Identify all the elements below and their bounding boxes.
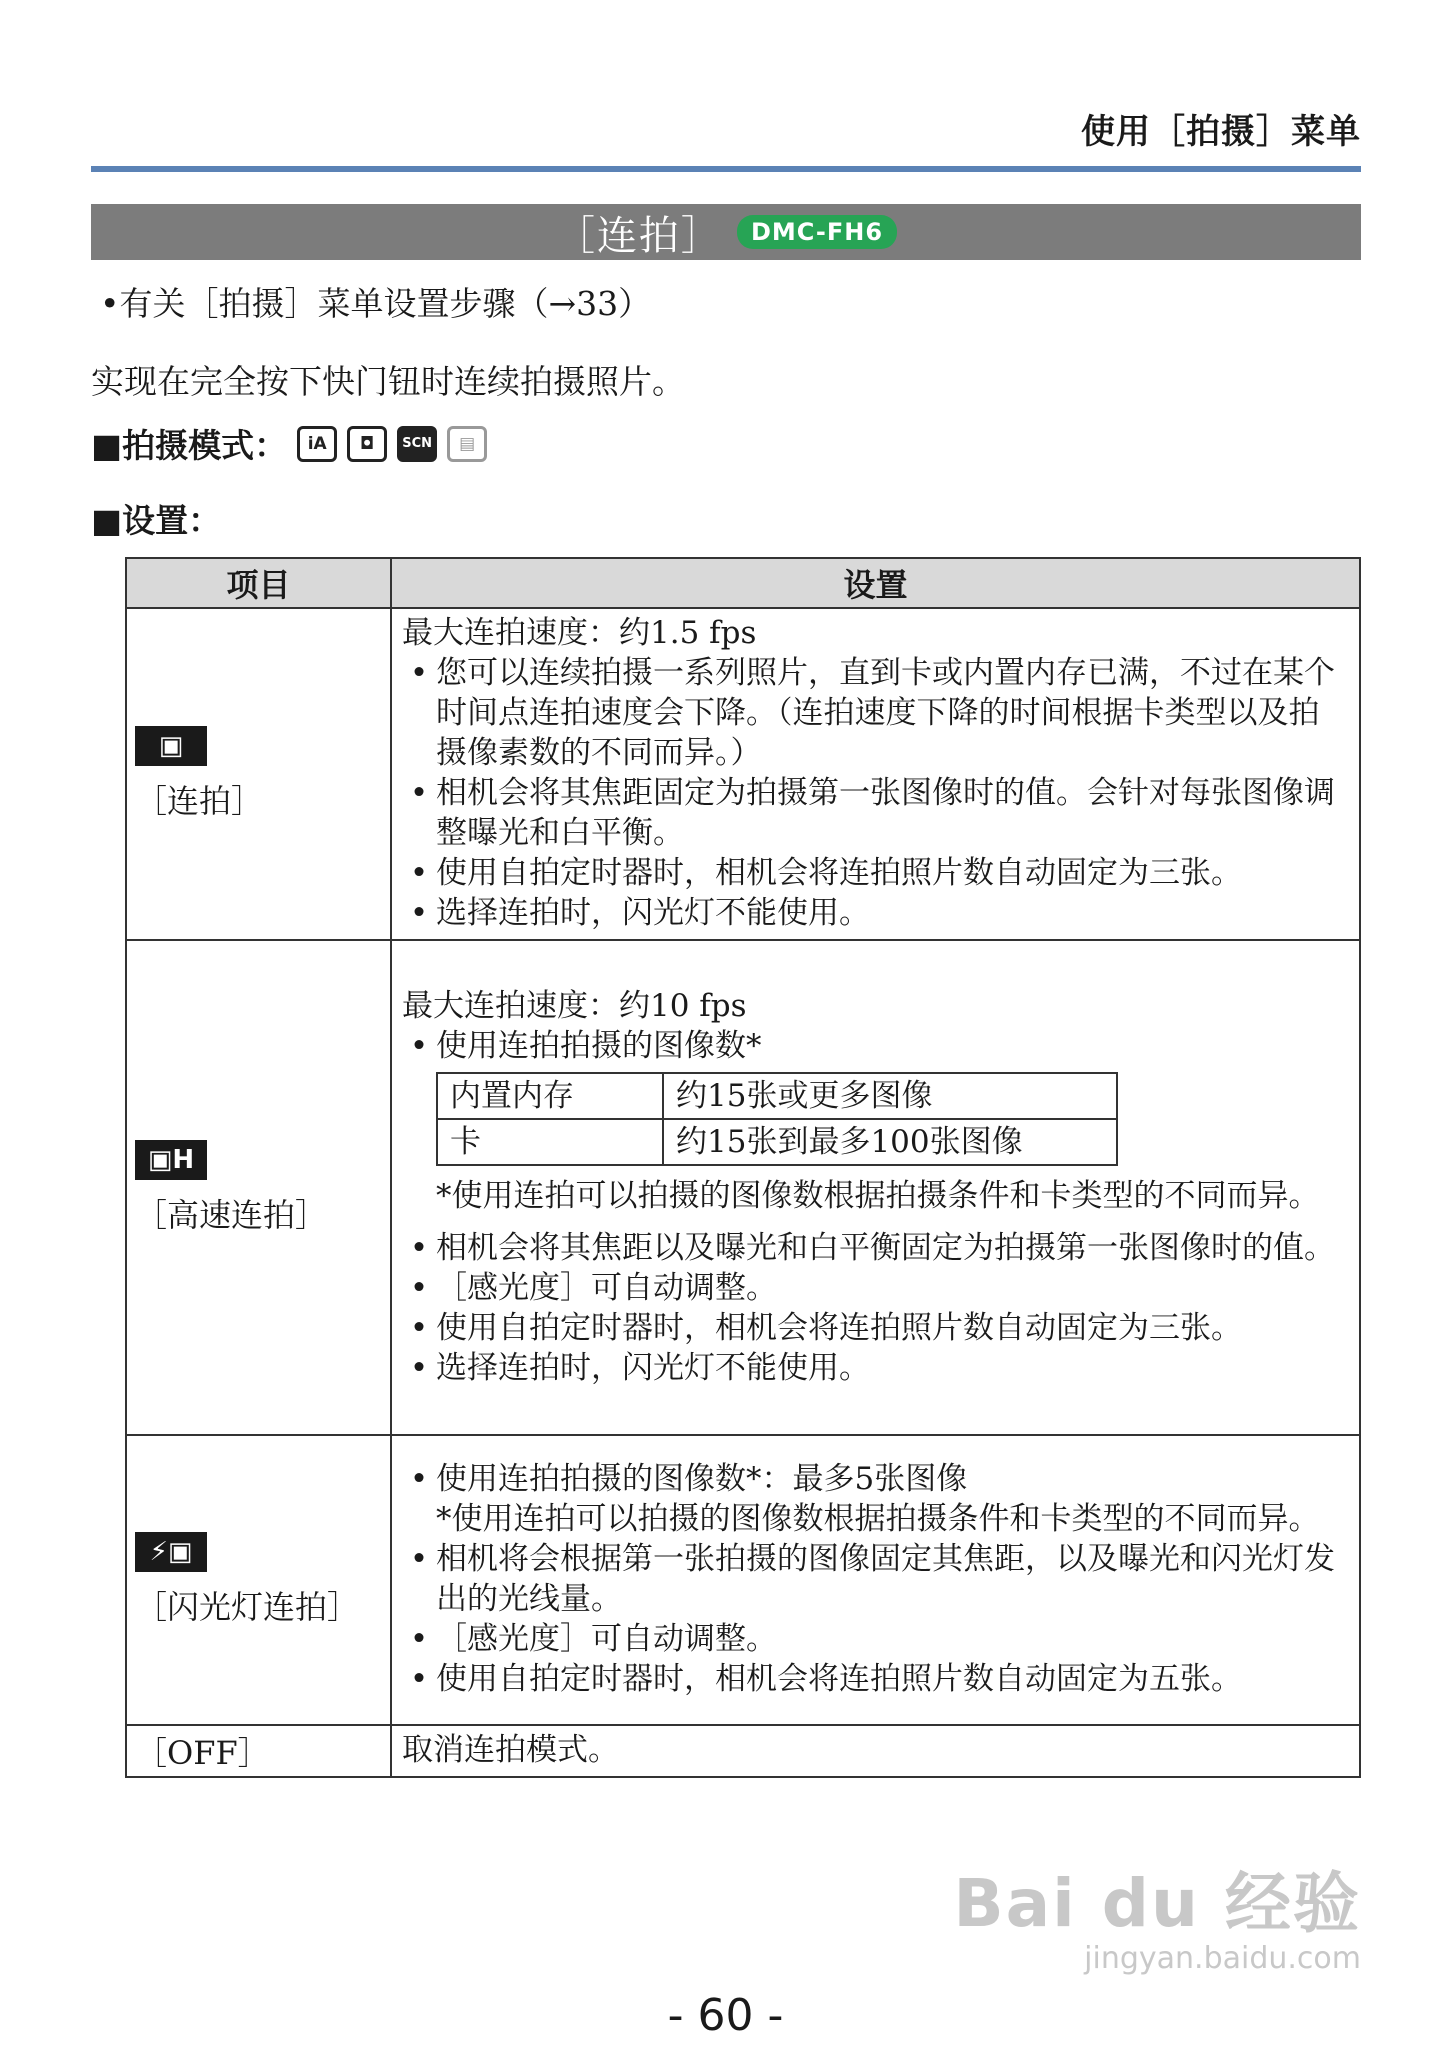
setting-cell (391, 1435, 1360, 1725)
max-burst-speed: 最大连拍速度：约10 fps (402, 987, 747, 1024)
table-row (437, 1073, 1117, 1119)
footnote: *使用连拍可以拍摄的图像数根据拍摄条件和卡类型的不同而异。 (436, 1177, 1320, 1214)
note-bullet: • 选择连拍时，闪光灯不能使用。 (402, 893, 1349, 933)
note-bullet: • 使用自拍定时器时，相机会将连拍照片数自动固定为三张。 (402, 853, 1349, 893)
max-burst-speed: 最大连拍速度：约1.5 fps (402, 615, 757, 651)
storage-type: 内置内存 (437, 1073, 663, 1119)
normal-picture-icon: ◘ (347, 426, 387, 462)
column-header-item: 项目 (126, 558, 391, 608)
image-count: 约15张到最多100张图像 (663, 1119, 1117, 1165)
storage-type: 卡 (437, 1119, 663, 1165)
image-count: 约15张或更多图像 (663, 1073, 1117, 1119)
recording-modes-row (91, 420, 487, 467)
scene-mode-icon: SCN (397, 426, 437, 462)
intro-text: 实现在完全按下快门钮时连续拍摄照片。 (91, 362, 685, 401)
setting-cell (391, 608, 1360, 940)
note-bullet: • 相机会将其焦距以及曝光和白平衡固定为拍摄第一张图像时的值。 (402, 1228, 1349, 1268)
off-description: 取消连拍模式。 (402, 1732, 619, 1768)
note-bullet: • 使用自拍定时器时，相机会将连拍照片数自动固定为三张。 (402, 1308, 1349, 1348)
recording-modes-label: ■拍摄模式： (91, 426, 288, 465)
item-label: ［OFF］ (135, 1734, 270, 1772)
setting-cell (391, 1725, 1360, 1777)
note-bullet: • 使用连拍拍摄的图像数*：最多5张图像 (402, 1459, 1349, 1499)
setting-cell (391, 940, 1360, 1435)
settings-label: ■设置： (91, 501, 222, 540)
note-bullet: • 选择连拍时，闪光灯不能使用。 (402, 1348, 1349, 1388)
note-bullet: • 使用连拍拍摄的图像数* (402, 1026, 1349, 1066)
item-label: ［连拍］ (135, 782, 264, 820)
settings-table (125, 557, 1361, 1778)
table-row (126, 1435, 1360, 1725)
intelligent-auto-icon: iA (297, 426, 337, 462)
flash-burst-icon: ⚡▣ (135, 1532, 207, 1572)
note-bullet: • ［感光度］可自动调整。 (402, 1619, 1349, 1659)
note-bullet: • 相机将会根据第一张拍摄的图像固定其焦距，以及曝光和闪光灯发出的光线量。 (402, 1539, 1349, 1619)
table-row (126, 1725, 1360, 1777)
baidu-watermark (953, 1850, 1361, 1976)
note-bullet: • 相机会将其焦距固定为拍摄第一张图像时的值。会针对每张图像调整曝光和白平衡。 (402, 773, 1349, 853)
table-header-row (126, 558, 1360, 608)
section-title: ［连拍］ (554, 212, 723, 259)
note-bullet: • 您可以连续拍摄一系列照片，直到卡或内置内存已满，不过在某个时间点连拍速度会下降。（连拍速度下降的时间根据卡类型以及拍摄像素数的不同而异。） (402, 653, 1349, 773)
column-header-setting: 设置 (391, 558, 1360, 608)
header-rule (91, 166, 1361, 172)
note-bullet: • 使用自拍定时器时，相机会将连拍照片数自动固定为五张。 (402, 1659, 1349, 1699)
item-label: ［闪光灯连拍］ (135, 1588, 360, 1626)
table-row (126, 608, 1360, 940)
item-label: ［高速连拍］ (135, 1195, 328, 1234)
image-count-table (436, 1072, 1118, 1166)
table-row (126, 940, 1360, 1435)
model-badge: DMC-FH6 (737, 215, 897, 249)
table-row (437, 1119, 1117, 1165)
note-bullet: • ［感光度］可自动调整。 (402, 1268, 1349, 1308)
item-cell (126, 1435, 391, 1725)
high-speed-burst-icon: ▣H (135, 1140, 207, 1180)
item-cell (126, 940, 391, 1435)
section-title-bar (91, 204, 1361, 260)
menu-reference-note: •有关［拍摄］菜单设置步骤（→33） (100, 284, 652, 323)
burst-icon: ▣ (135, 726, 207, 766)
header-title: 使用［拍摄］菜单 (1081, 112, 1361, 152)
page-number: - 60 - (667, 1990, 784, 2041)
watermark-brand: Bai du 经验 (953, 1865, 1361, 1942)
watermark-url: jingyan.baidu.com (1084, 1941, 1361, 1976)
motion-picture-icon: ▤ (447, 426, 487, 462)
item-cell (126, 608, 391, 940)
footnote: *使用连拍可以拍摄的图像数根据拍摄条件和卡类型的不同而异。 (436, 1501, 1320, 1537)
item-cell (126, 1725, 391, 1777)
